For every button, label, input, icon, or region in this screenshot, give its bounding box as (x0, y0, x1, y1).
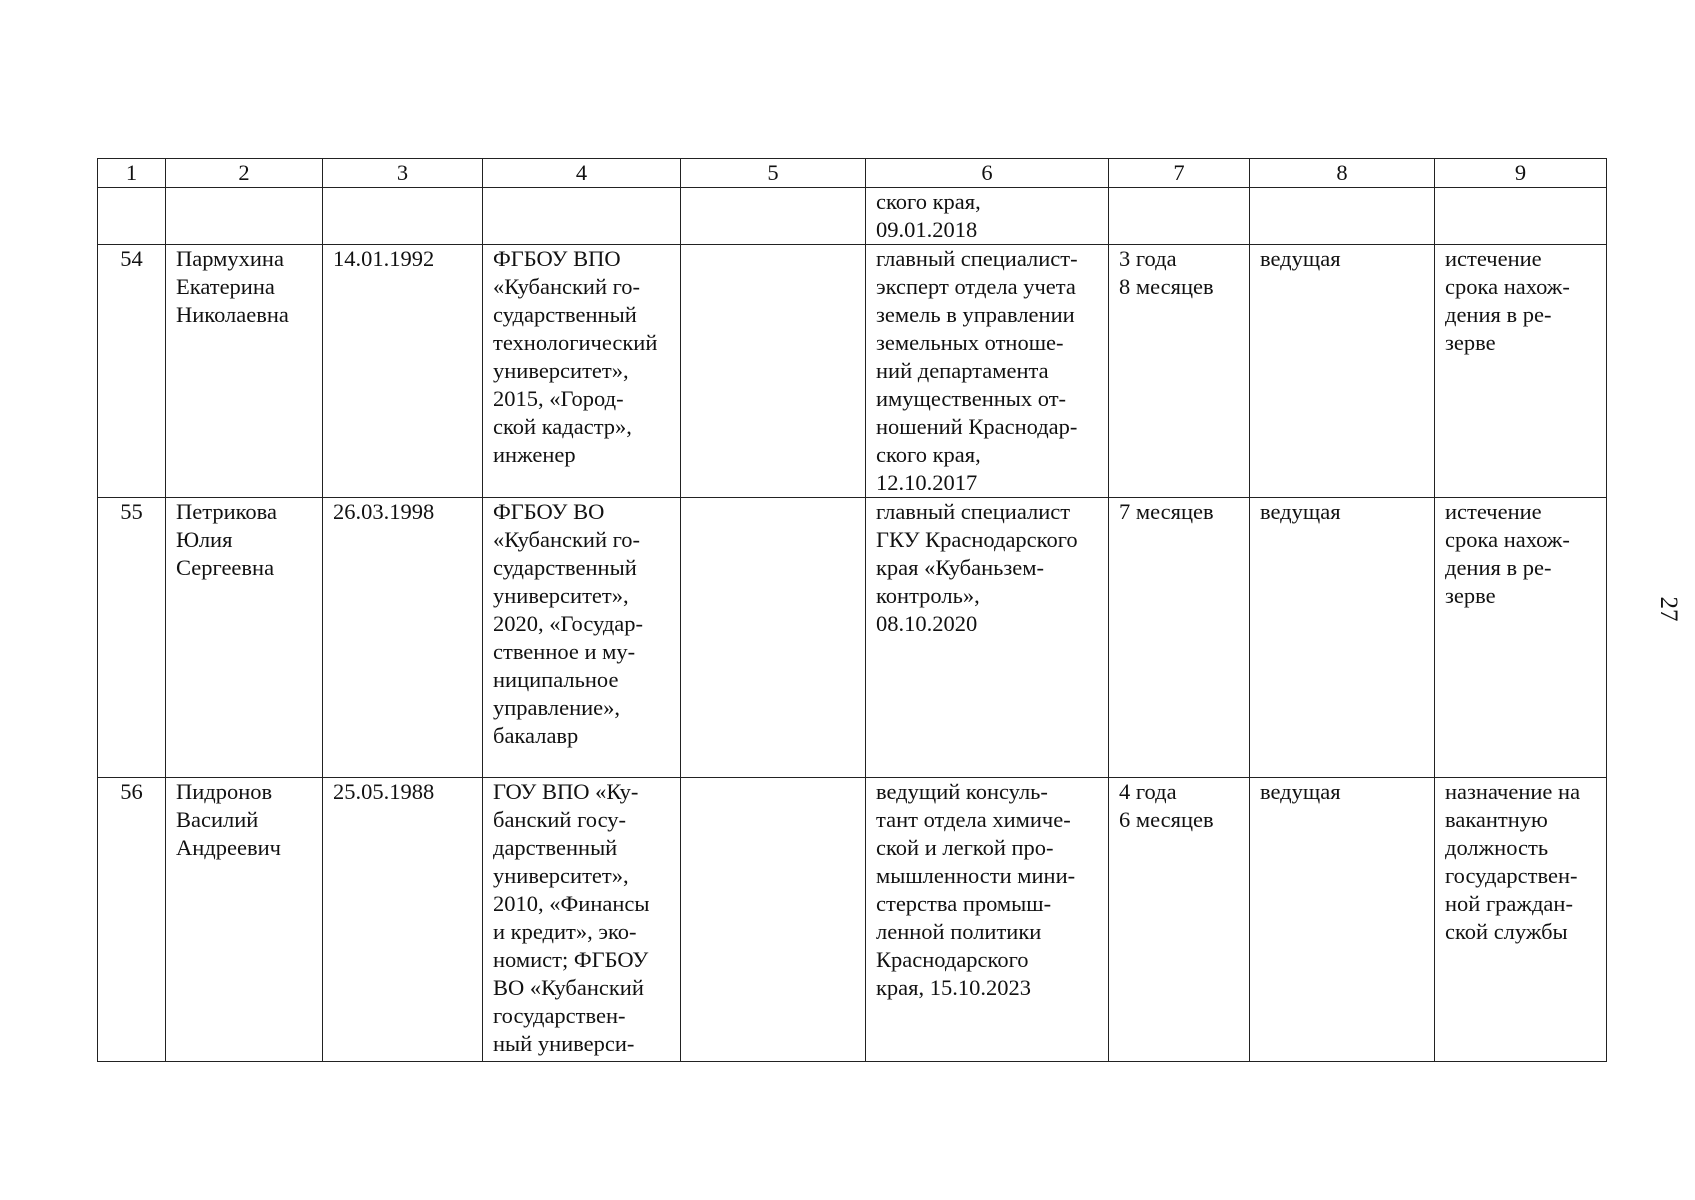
position-group: ведущая (1250, 778, 1435, 1062)
header-cell-1: 1 (98, 159, 166, 188)
current-position: ведущий консуль- тант отдела химиче- ской и легкой про- мышленности мини- стерства промыш- ленной политики Краснодарского края, 15.10.2023 (866, 778, 1109, 1062)
education: ГОУ ВПО «Ку- банский госу- дарственный университет», 2010, «Финансы и кредит», эко- номист; ФГБОУ ВО «Кубанский государствен- ный универси- (483, 778, 681, 1062)
table-row (98, 498, 1607, 778)
continuation-cell-5 (681, 188, 866, 245)
continuation-row (98, 188, 1607, 245)
header-cell-2: 2 (166, 159, 323, 188)
header-cell-4: 4 (483, 159, 681, 188)
person-name: Петрикова Юлия Сергеевна (166, 498, 323, 778)
column-5 (681, 245, 866, 498)
birth-date: 26.03.1998 (323, 498, 483, 778)
exclusion-reason: назначение на вакантную должность государствен- ной граждан- ской службы (1435, 778, 1607, 1062)
row-number: 56 (98, 778, 166, 1062)
header-cell-7: 7 (1109, 159, 1250, 188)
header-cell-3: 3 (323, 159, 483, 188)
table-row (98, 245, 1607, 498)
experience: 3 года 8 месяцев (1109, 245, 1250, 498)
table-header-row (98, 159, 1607, 188)
column-5 (681, 778, 866, 1062)
header-cell-8: 8 (1250, 159, 1435, 188)
continuation-cell-4 (483, 188, 681, 245)
table-row (98, 778, 1607, 1062)
page-number: 27 (1655, 596, 1682, 622)
header-cell-5: 5 (681, 159, 866, 188)
person-name: Пидронов Василий Андреевич (166, 778, 323, 1062)
current-position: главный специалист ГКУ Краснодарского края «Кубаньзем- контроль», 08.10.2020 (866, 498, 1109, 778)
birth-date: 14.01.1992 (323, 245, 483, 498)
position-group: ведущая (1250, 245, 1435, 498)
continuation-cell-7 (1109, 188, 1250, 245)
continuation-cell-3 (323, 188, 483, 245)
row-number: 54 (98, 245, 166, 498)
header-cell-6: 6 (866, 159, 1109, 188)
position-group: ведущая (1250, 498, 1435, 778)
continuation-cell-1 (98, 188, 166, 245)
header-cell-9: 9 (1435, 159, 1607, 188)
continuation-cell-6: ского края, 09.01.2018 (866, 188, 1109, 245)
continuation-cell-2 (166, 188, 323, 245)
row-number: 55 (98, 498, 166, 778)
education: ФГБОУ ВПО «Кубанский го- сударственный технологический университет», 2015, «Город- ской кадастр», инженер (483, 245, 681, 498)
exclusion-reason: истечение срока нахож- дения в ре- зерве (1435, 498, 1607, 778)
continuation-cell-9 (1435, 188, 1607, 245)
experience: 7 месяцев (1109, 498, 1250, 778)
continuation-cell-8 (1250, 188, 1435, 245)
experience: 4 года 6 месяцев (1109, 778, 1250, 1062)
person-name: Пармухина Екатерина Николаевна (166, 245, 323, 498)
education: ФГБОУ ВО «Кубанский го- сударственный университет», 2020, «Государ- ственное и му- ниципальное управление», бакалавр (483, 498, 681, 778)
reserve-table (97, 158, 1607, 1062)
birth-date: 25.05.1988 (323, 778, 483, 1062)
exclusion-reason: истечение срока нахож- дения в ре- зерве (1435, 245, 1607, 498)
column-5 (681, 498, 866, 778)
current-position: главный специалист- эксперт отдела учета земель в управлении земельных отноше- ний департамента имущественных от- ношений Краснодар- ского края, 12.10.2017 (866, 245, 1109, 498)
